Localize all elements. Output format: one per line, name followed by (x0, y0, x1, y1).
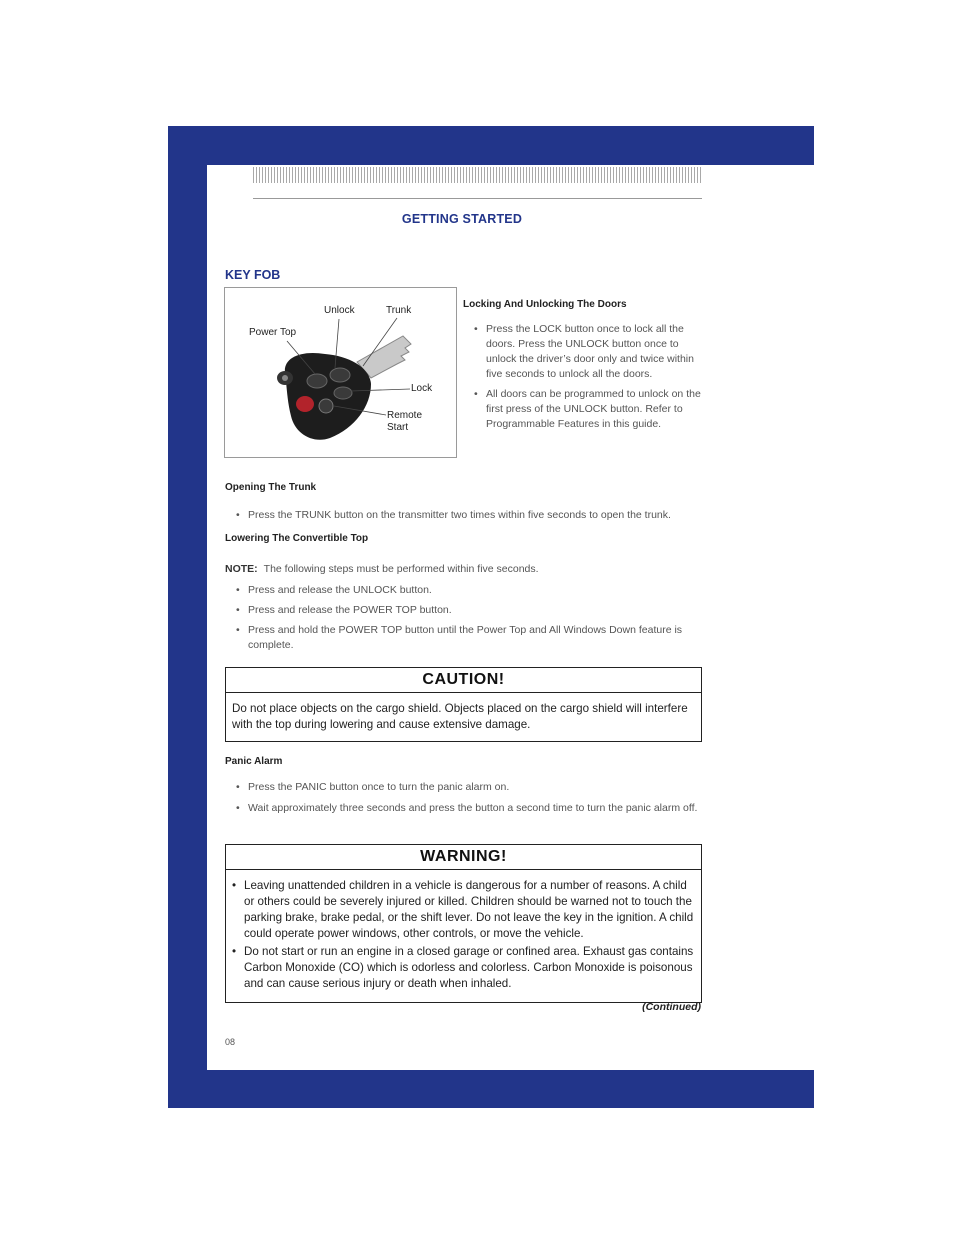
key-fob-title: KEY FOB (225, 268, 281, 282)
header-rule (253, 198, 702, 199)
trunk-heading: Opening The Trunk (225, 482, 317, 493)
caution-box (225, 667, 702, 742)
convertible-bullets (236, 583, 701, 653)
warning-bullets (232, 878, 695, 992)
panic-bullets (236, 780, 701, 816)
figure-label-remote-start-line2: Start (387, 422, 409, 433)
key-fob-figure (224, 287, 457, 458)
note-label: NOTE: (225, 563, 258, 575)
list-item: • Press and release the UNLOCK button. (236, 583, 701, 598)
figure-label-remote-start (387, 410, 422, 434)
list-item: • Press the PANIC button once to turn the panic alarm on. (236, 780, 701, 795)
section-title: GETTING STARTED (401, 212, 523, 226)
list-item: • Press and hold the POWER TOP button until the Power Top and All Windows Down feature is complete. (236, 623, 701, 653)
list-item: • Do not start or run an engine in a closed garage or confined area. Exhaust gas contains Carbon Monoxide (CO) which is odorless and colorless. Carbon Monoxide is poisonous and can cause serious injury or death when inhaled. (232, 944, 695, 992)
caution-text: Do not place objects on the cargo shield. Objects placed on the cargo shield will interfere with the top during lowering and cause extensive damage. (232, 702, 688, 731)
list-item: • Press and release the POWER TOP button. (236, 603, 701, 618)
figure-label-unlock: Unlock (324, 305, 355, 316)
convertible-heading: Lowering The Convertible Top (225, 533, 369, 544)
locking-bullets (474, 322, 702, 432)
page-number: 08 (225, 1037, 236, 1047)
continued-label: (Continued) (642, 1001, 701, 1013)
note-text: The following steps must be performed within five seconds. (263, 563, 539, 575)
caution-title: CAUTION! (226, 668, 701, 693)
decorative-tick-bar (253, 167, 703, 183)
warning-box (225, 844, 702, 1003)
list-item: • Press the LOCK button once to lock all the doors. Press the UNLOCK button once to unlock the driver’s door only and twice within five seconds to unlock all the doors. (474, 322, 702, 382)
list-item: • Press the TRUNK button on the transmitter two times within five seconds to open the trunk. (236, 508, 701, 523)
warning-title: WARNING! (226, 845, 701, 870)
locking-heading: Locking And Unlocking The Doors (463, 299, 627, 310)
trunk-bullets (236, 508, 701, 523)
figure-label-lock: Lock (411, 383, 433, 394)
list-item: • Wait approximately three seconds and press the button a second time to turn the panic alarm off. (236, 801, 701, 816)
panic-heading: Panic Alarm (225, 756, 283, 767)
list-item: • All doors can be programmed to unlock on the first press of the UNLOCK button. Refer to Programmable Features in this guide. (474, 387, 702, 432)
figure-label-remote-start-line1: Remote (387, 410, 423, 421)
warning-body (226, 870, 701, 1002)
convertible-note (225, 562, 539, 577)
list-item: • Leaving unattended children in a vehicle is dangerous for a number of reasons. A child or others could be severely injured or killed. Children should be warned not to touch the parking brake, brake pedal, or the shift lever. Do not leave the key in the ignition. A child could operate power windows, other controls, or move the vehicle. (232, 878, 695, 942)
figure-label-trunk: Trunk (386, 305, 412, 316)
figure-label-power-top: Power Top (249, 327, 297, 338)
